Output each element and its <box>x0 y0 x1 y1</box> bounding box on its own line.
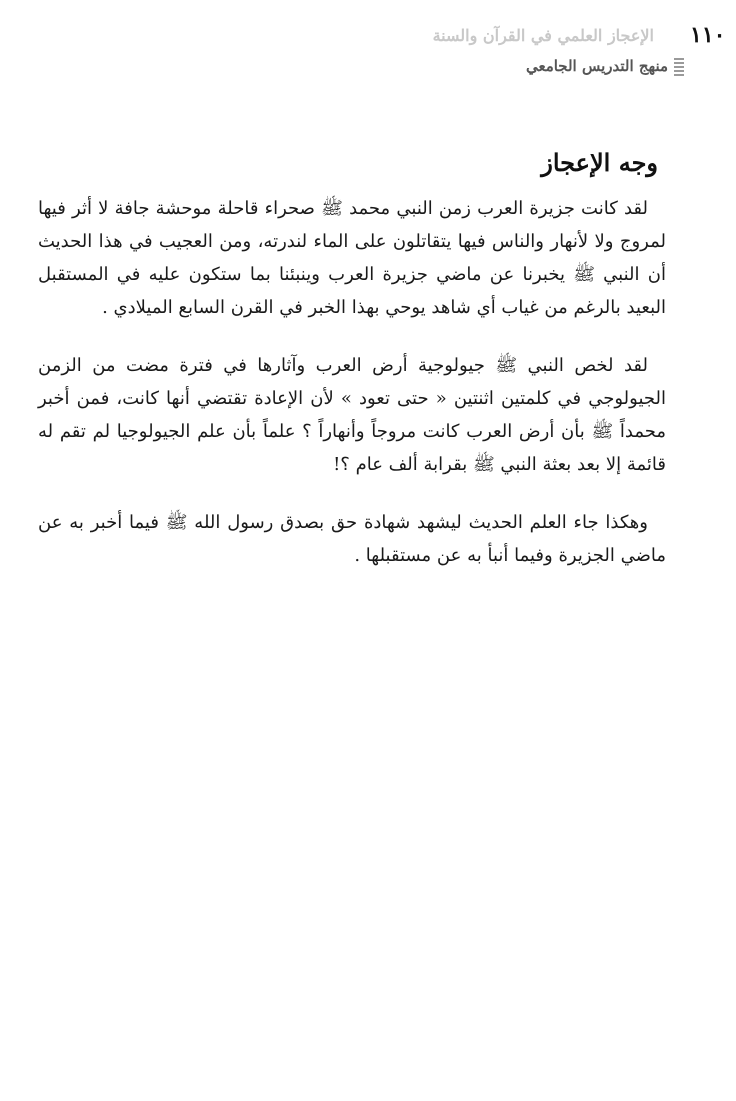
running-header-subtitle <box>526 56 684 76</box>
section-marker-icon <box>674 56 684 76</box>
paragraph-1: لقد كانت جزيرة العرب زمن النبي محمد ﷺ صحراء قاحلة موحشة جافة لا أثر فيها لمروج ولا لأنهار والناس فيها يتقاتلون على الماء لندرته، ومن العجيب في هذا الحديث أن النبي ﷺ يخبرنا عن ماضي جزيرة العرب وينبئنا بما ستكون عليه في المستقبل البعيد بالرغم من غياب أي شاهد يوحي بهذا الخبر في القرن السابع الميلادي . <box>38 198 666 318</box>
paragraph-3: وهكذا جاء العلم الحديث ليشهد شهادة حق بصدق رسول الله ﷺ فيما أخبر به عن ماضي الجزيرة وفيما أنبأ به عن مستقبلها . <box>38 512 666 566</box>
paragraph-2: لقد لخص النبي ﷺ جيولوجية أرض العرب وآثارها في فترة مضت من الزمن الجيولوجي في كلمتين اثنتين « حتى تعود » لأن الإعادة تقتضي أنها كانت، فمن أخبر محمداً ﷺ بأن أرض العرب كانت مروجاً وأنهاراً ؟ علماً بأن علم الجيولوجيا لم تقم له قائمة إلا بعد بعثة النبي ﷺ بقرابة ألف عام ؟! <box>38 355 666 475</box>
page-number: ١١٠ <box>690 22 726 48</box>
running-subtitle-text: منهج التدريس الجامعي <box>525 57 668 75</box>
body-text <box>38 192 666 597</box>
running-header-title: الإعجاز العلمي في القرآن والسنة <box>432 26 654 45</box>
section-title: وجه الإعجاز <box>541 148 658 177</box>
